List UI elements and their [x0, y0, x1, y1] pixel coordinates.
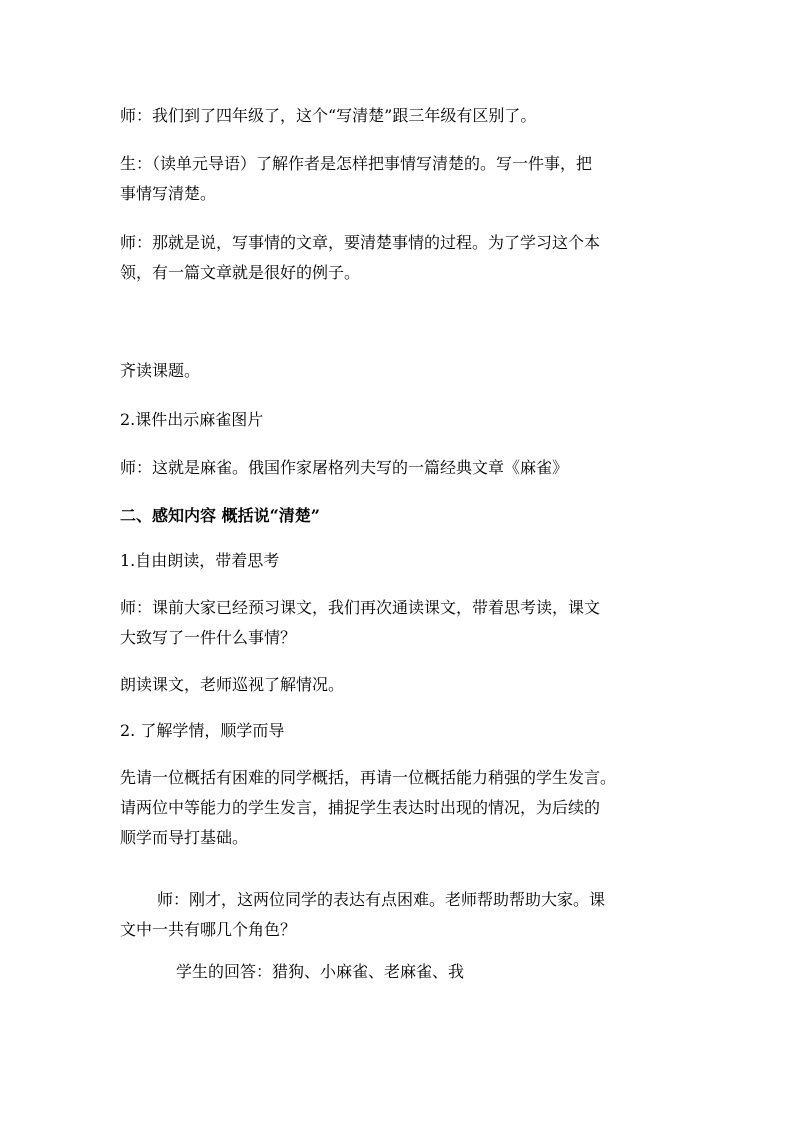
paragraph-line: 学生的回答：猎狗、小麻雀、老麻雀、我: [176, 962, 465, 981]
paragraph-6: [120, 453, 690, 483]
paragraph-line: 朗读课文，老师巡视了解情况。: [120, 675, 345, 694]
section-heading: [120, 501, 690, 531]
paragraph-13: [120, 885, 690, 945]
paragraph-line: 请两位中等能力的学生发言，捕捉学生表达时出现的情况，为后续的: [120, 798, 601, 817]
paragraph-line: 顺学而导打基础。: [120, 828, 249, 847]
paragraph-line: 事情写清楚。: [120, 184, 217, 203]
paragraph-3: [120, 228, 690, 288]
paragraph-line: 齐读课题。: [120, 361, 201, 380]
paragraph-5: [120, 405, 690, 435]
paragraph-line: 师：我们到了四年级了，这个“写清楚”跟三年级有区别了。: [120, 106, 537, 125]
paragraph-9: [120, 593, 690, 653]
paragraph-line: 师：刚才，这两位同学的表达有点困难。老师帮助帮助大家。课: [157, 890, 606, 909]
paragraph-10: [120, 670, 690, 700]
paragraph-11: [120, 716, 690, 746]
paragraph-line: 文中一共有哪几个角色？: [120, 920, 297, 939]
paragraph-line: 2. 了解学情，顺学而导: [120, 721, 285, 740]
paragraph-line: 师：课前大家已经预习课文，我们再次通读课文，带着思考读，课文: [120, 598, 601, 617]
paragraph-4: [120, 356, 690, 386]
paragraph-line: 生：（读单元导语）了解作者是怎样把事情写清楚的。写一件事，把: [120, 154, 593, 173]
paragraph-1: [120, 101, 690, 131]
paragraph-8: [120, 546, 690, 576]
paragraph-line: 师：这就是麻雀。俄国作家屠格列夫写的一篇经典文章《麻雀》: [120, 458, 569, 477]
paragraph-14: [176, 957, 690, 987]
paragraph-line: 2.课件出示麻雀图片: [120, 410, 264, 429]
paragraph-line: 师：那就是说，写事情的文章，要清楚事情的过程。为了学习这个本: [120, 233, 601, 252]
paragraph-line: 1.自由朗读，带着思考: [120, 551, 280, 570]
paragraph-2: [120, 149, 690, 209]
paragraph-line: 大致写了一件什么事情？: [120, 628, 297, 647]
paragraph-line: 二、感知内容 概括说“清楚”: [120, 506, 320, 525]
paragraph-line: 领，有一篇文章就是很好的例子。: [120, 263, 361, 282]
paragraph-12: [120, 763, 690, 853]
paragraph-line: 先请一位概括有困难的同学概括，再请一位概括能力稍强的学生发言。: [120, 768, 617, 787]
